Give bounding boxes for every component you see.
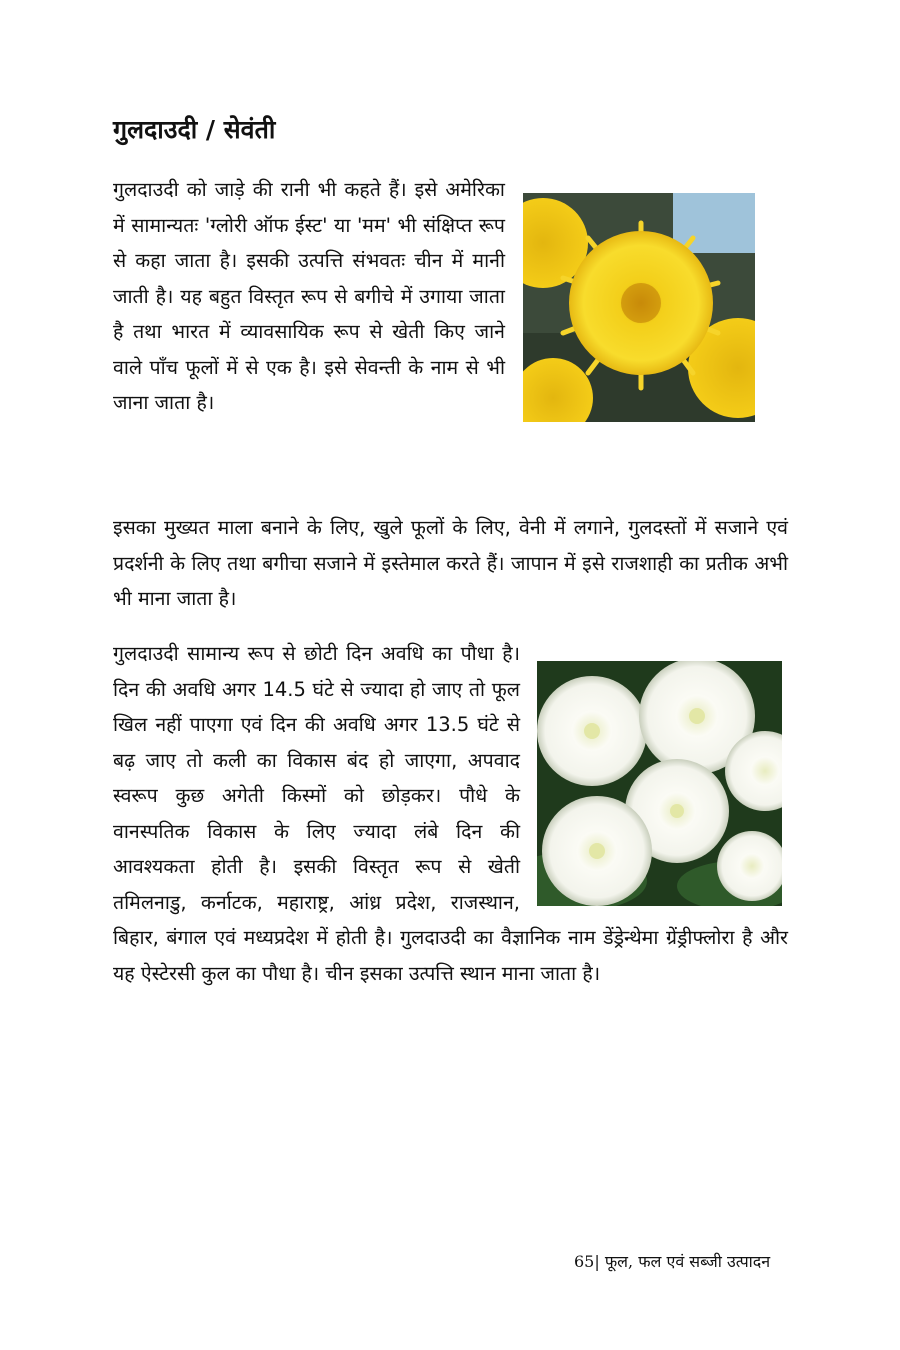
uses-paragraph: इसका मुख्यत माला बनाने के लिए, खुले फूलों के लिए, वेनी में लगाने, गुलदस्तों में सजाने एवं प्रदर्शनी के लिए तथा बगीचा सजाने में इस्तेमाल करते हैं। जापान में इसे राजशाही का प्रतीक अभी भी माना जाता है।	[113, 516, 788, 610]
white-chrysanthemum-illustration	[537, 661, 782, 906]
page-footer	[574, 1250, 770, 1272]
book-title: फूल, फल एवं सब्जी उत्पादन	[604, 1252, 771, 1271]
yellow-chrysanthemum-illustration	[523, 193, 755, 422]
footer-separator: |	[594, 1252, 605, 1271]
page-number: 65	[574, 1252, 595, 1271]
daylength-paragraph: गुलदाउदी सामान्य रूप से छोटी दिन अवधि का पौधा है। दिन की अवधि अगर 14.5 घंटे से ज्यादा हो जाए तो फूल खिल नहीं पाएगा एवं दिन की अवधि अगर 13.5 घंटे से बढ़ जाए तो कली का विकास बंद हो जाएगा, अपवाद स्वरूप कुछ अगेती किस्मों को छोड़कर। पौधे के वानस्पतिक विकास के लिए ज्यादा लंबे दिन की आवश्यकता होती है। इसकी विस्तृत रूप से खेती तमिलनाडु, कर्नाटक, महाराष्ट्र, आंध्र प्रदेश, राजस्थान, बिहार, बंगाल एवं मध्यप्रदेश में होती है। गुलदाउदी का वैज्ञानिक नाम डेंड्रेन्थेमा ग्रेंड्रीफ्लोरा है और यह ऐस्टेरसी कुल का पौधा है। चीन इसका उत्पत्ति स्थान माना जाता है।	[113, 642, 788, 985]
intro-paragraph: गुलदाउदी को जाड़े की रानी भी कहते हैं। इसे अमेरिका में सामान्यतः 'ग्लोरी ऑफ ईस्ट' या 'मम' भी संक्षिप्त रूप से कहा जाता है। इसकी उत्पत्ति संभवतः चीन में मानी जाती है। यह बहुत विस्तृत रूप से बगीचे में उगाया जाता है तथा भारत में व्यावसायिक रूप से खेती किए जाने वाले पाँच फूलों में से एक है। इसे सेवन्ती के नाम से भी जाना जाता है।	[113, 178, 505, 414]
page-title: गुलदाउदी / सेवंती	[113, 115, 276, 144]
yellow-chrysanthemum-image	[523, 193, 755, 422]
white-chrysanthemum-image	[537, 661, 782, 906]
